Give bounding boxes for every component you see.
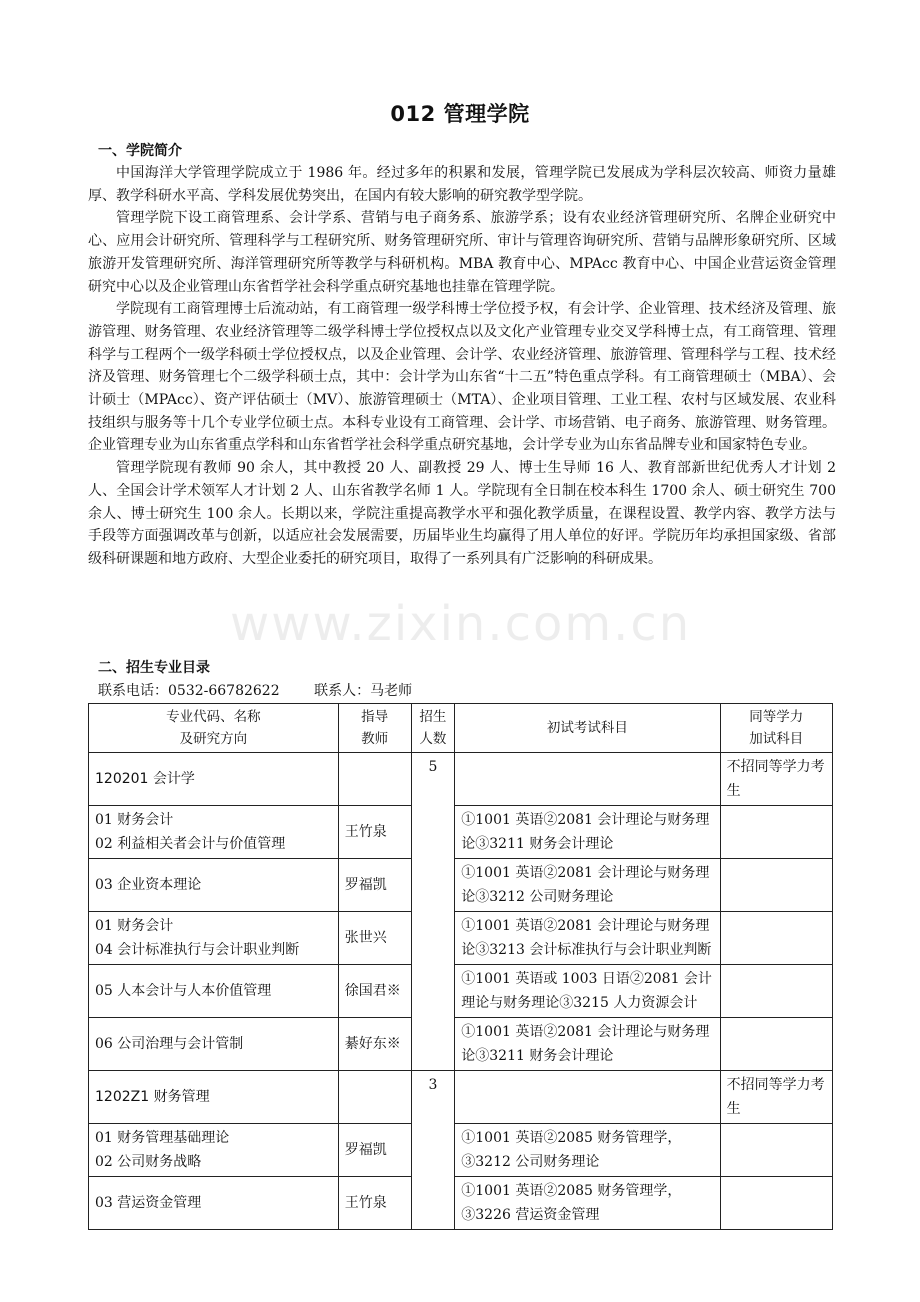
extra-cell [720, 1177, 832, 1230]
exam-cell [455, 1071, 720, 1124]
direction-cell [89, 1177, 339, 1230]
direction-cell [89, 1018, 339, 1071]
extra-note: 不招同等学力考生 [720, 1071, 832, 1124]
direction-cell [89, 912, 339, 965]
watermark: www.zixin.com.cn [230, 596, 692, 652]
exam-cell: ①1001 英语②2081 会计理论与财务理论③3213 会计标准执行与会计职业判断 [455, 912, 720, 965]
direction: 02 公司财务战略 [95, 1154, 202, 1170]
advisor-cell [338, 1071, 411, 1124]
direction-cell [89, 806, 339, 859]
direction: 02 利益相关者会计与价值管理 [95, 836, 286, 852]
table-row [89, 1124, 833, 1177]
advisor-cell [338, 753, 411, 806]
quota-cell: 3 [411, 1071, 455, 1230]
direction-cell [89, 859, 339, 912]
header-advisor: 指导 教师 [338, 704, 411, 753]
exam-cell: ①1001 英语②2081 会计理论与财务理论③3211 财务会计理论 [455, 806, 720, 859]
table-row [89, 965, 833, 1018]
direction: 03 企业资本理论 [95, 877, 202, 893]
major-name: 1202Z1 财务管理 [89, 1071, 339, 1124]
admissions-table [88, 703, 833, 1230]
exam-cell: ①1001 英语②2081 会计理论与财务理论③3212 公司财务理论 [455, 859, 720, 912]
extra-cell [720, 912, 832, 965]
header-exam: 初试考试科目 [455, 704, 720, 753]
advisor-cell: 王竹泉 [338, 806, 411, 859]
direction: 06 公司治理与会计管制 [95, 1036, 244, 1052]
advisor-cell: 罗福凯 [338, 859, 411, 912]
direction: 01 财务会计 [95, 918, 174, 934]
advisor-cell: 张世兴 [338, 912, 411, 965]
intro-paragraph: 管理学院现有教师 90 余人，其中教授 20 人、副教授 29 人、博士生导师 16 人、教育部新世纪优秀人才计划 2 人、全国会计学术领军人才计划 2 人、山东省教学名师 1 人。学院现有全日制在校本科生 1700 余人、硕士研究生 700 余人、博士研究生 100 余人。长期以来，学院注重提高教学水平和强化教学质量，在课程设置、教学内容、教学方法与手段等方面强调改革与创新，以适应社会发展需要，历届毕业生均赢得了用人单位的好评。学院历年均承担国家级、省部级科研课题和地方政府、大型企业委托的研究项目，取得了一系列具有广泛影响的科研成果。 [88, 460, 836, 567]
table-row-major [89, 753, 833, 806]
advisor-cell: 罗福凯 [338, 1124, 411, 1177]
table-row [89, 1177, 833, 1230]
header-extra: 同等学力 加试科目 [720, 704, 832, 753]
table-row [89, 806, 833, 859]
extra-cell [720, 859, 832, 912]
header-quota: 招生 人数 [411, 704, 455, 753]
major-name: 120201 会计学 [89, 753, 339, 806]
exam-cell: ①1001 英语②2085 财务管理学，③3212 公司财务理论 [455, 1124, 720, 1177]
exam-cell [455, 753, 720, 806]
direction: 01 财务会计 [95, 812, 174, 828]
direction: 03 营运资金管理 [95, 1195, 202, 1211]
page-title: 012 管理学院 [390, 102, 530, 126]
direction-cell [89, 965, 339, 1018]
direction: 01 财务管理基础理论 [95, 1130, 230, 1146]
exam-cell: ①1001 英语②2085 财务管理学，③3226 营运资金管理 [455, 1177, 720, 1230]
advisor-cell: 王竹泉 [338, 1177, 411, 1230]
exam-cell: ①1001 英语或 1003 日语②2081 会计理论与财务理论③3215 人力资源会计 [455, 965, 720, 1018]
direction-cell [89, 1124, 339, 1177]
table-header-row [89, 704, 833, 753]
extra-cell [720, 1124, 832, 1177]
advisor-cell: 徐国君※ [338, 965, 411, 1018]
intro-paragraph: 管理学院下设工商管理系、会计学系、营销与电子商务系、旅游学系；设有农业经济管理研究所、名牌企业研究中心、应用会计研究所、管理科学与工程研究所、财务管理研究所、审计与管理咨询研究所、营销与品牌形象研究所、区域旅游开发管理研究所、海洋管理研究所等教学与科研机构。MBA 教育中心、MPAcc 教育中心、中国企业营运资金管理研究中心以及企业管理山东省哲学社会科学重点研究基地也挂靠在管理学院。 [88, 210, 836, 295]
extra-cell [720, 965, 832, 1018]
contact-info [98, 680, 442, 700]
intro-text [88, 162, 836, 571]
section-heading-catalog: 二、招生专业目录 [98, 660, 210, 676]
section-heading-intro: 一、学院简介 [98, 143, 182, 159]
table-row [89, 1018, 833, 1071]
intro-paragraph: 学院现有工商管理博士后流动站，有工商管理一级学科博士学位授予权，有会计学、企业管理、技术经济及管理、旅游管理、财务管理、农业经济管理等二级学科博士学位授权点以及文化产业管理专业交叉学科博士点，有工商管理、管理科学与工程两个一级学科硕士学位授权点，以及企业管理、会计学、农业经济管理、旅游管理、管理科学与工程、技术经济及管理、财务管理七个二级学科硕士点，其中：会计学为山东省“十二五”特色重点学科。有工商管理硕士（MBA）、会计硕士（MPAcc）、资产评估硕士（MV）、旅游管理硕士（MTA）、企业项目管理、工业工程、农村与区域发展、农业科技组织与服务等十几个专业学位硕士点。本科专业设有工商管理、会计学、市场营销、电子商务、旅游管理、财务管理。企业管理专业为山东省重点学科和山东省哲学社会科学重点研究基地，会计学专业为山东省品牌专业和国家特色专业。 [88, 301, 836, 454]
extra-note: 不招同等学力考生 [720, 753, 832, 806]
direction: 05 人本会计与人本价值管理 [95, 983, 272, 999]
extra-cell [720, 1018, 832, 1071]
table-row [89, 912, 833, 965]
contact-person: 联系人：马老师 [314, 683, 413, 699]
direction: 04 会计标准执行与会计职业判断 [95, 942, 300, 958]
table-row-major [89, 1071, 833, 1124]
header-code: 专业代码、名称 及研究方向 [89, 704, 339, 753]
quota-cell: 5 [411, 753, 455, 1071]
exam-cell: ①1001 英语②2081 会计理论与财务理论③3211 财务会计理论 [455, 1018, 720, 1071]
extra-cell [720, 806, 832, 859]
table-row [89, 859, 833, 912]
contact-phone: 联系电话：0532-66782622 [98, 683, 280, 699]
advisor-cell: 綦好东※ [338, 1018, 411, 1071]
intro-paragraph: 中国海洋大学管理学院成立于 1986 年。经过多年的积累和发展，管理学院已发展成为学科层次较高、师资力量雄厚、教学科研水平高、学科发展优势突出，在国内有较大影响的研究教学型学院。 [88, 165, 836, 204]
